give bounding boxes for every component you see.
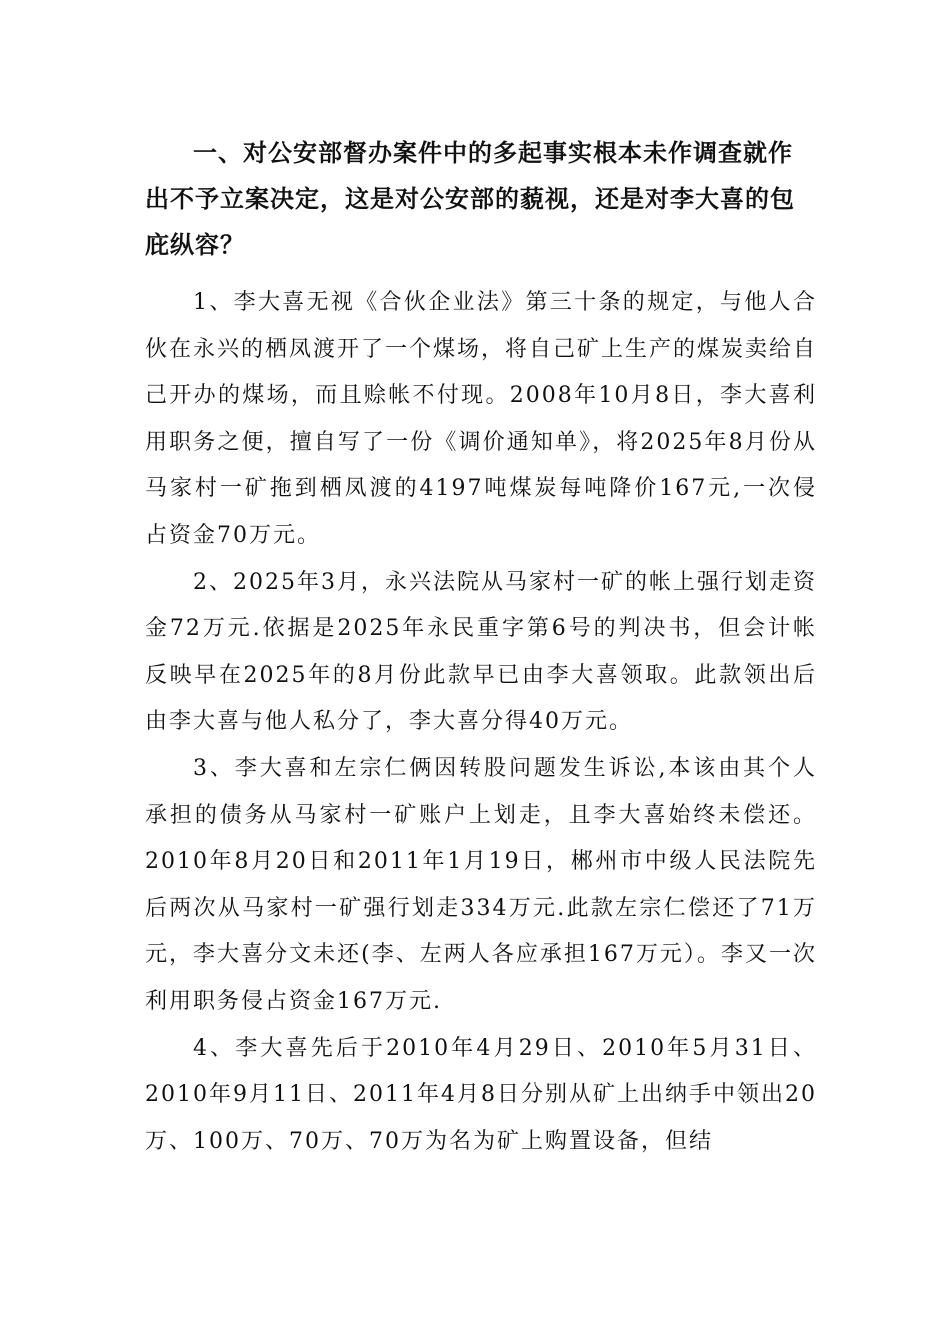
paragraph-4: 4、李大喜先后于2010年4月29日、2010年5月31日、2010年9月11日、2011年4月8日分别从矿上出纳手中领出20万、100万、70万、70万为名为矿上购置设备，但结	[145, 1035, 817, 1154]
section-heading: 一、对公安部督办案件中的多起事实根本未作调查就作出不予立案决定，这是对公安部的藐视，还是对李大喜的包庇纵容？	[145, 139, 795, 259]
paragraph-3: 3、李大喜和左宗仁俩因转股问题发生诉讼,本该由其个人承担的债务从马家村一矿账户上划走，且李大喜始终未偿还。 2010年8月20日和2011年1月19日，郴州市中级人民法院先后两次从马家村一矿强行划走334万元.此款左宗仁偿还了71万元，李大喜分文未还(李、左两人各应承担167万元）。李又一次利用职务侵占资金167万元.	[145, 755, 817, 1014]
paragraph-2: 2、2025年3月，永兴法院从马家村一矿的帐上强行划走资金72万元.依据是2025年永民重字第6号的判决书，但会计帐反映早在2025年的8月份此款早已由李大喜领取。此款领出后由李大喜与他人私分了，李大喜分得40万元。	[145, 569, 817, 735]
paragraph-1: 1、李大喜无视《合伙企业法》第三十条的规定，与他人合伙在永兴的栖凤渡开了一个煤场，将自己矿上生产的煤炭卖给自己开办的煤场，而且赊帐不付现。2008年10月8日，李大喜利用职务之便，擅自写了一份《调价通知单》，将2025年8月份从马家村一矿拖到栖凤渡的4197吨煤炭每吨降价167元,一次侵占资金70万元。	[145, 290, 818, 548]
document-body	[145, 280, 817, 1165]
